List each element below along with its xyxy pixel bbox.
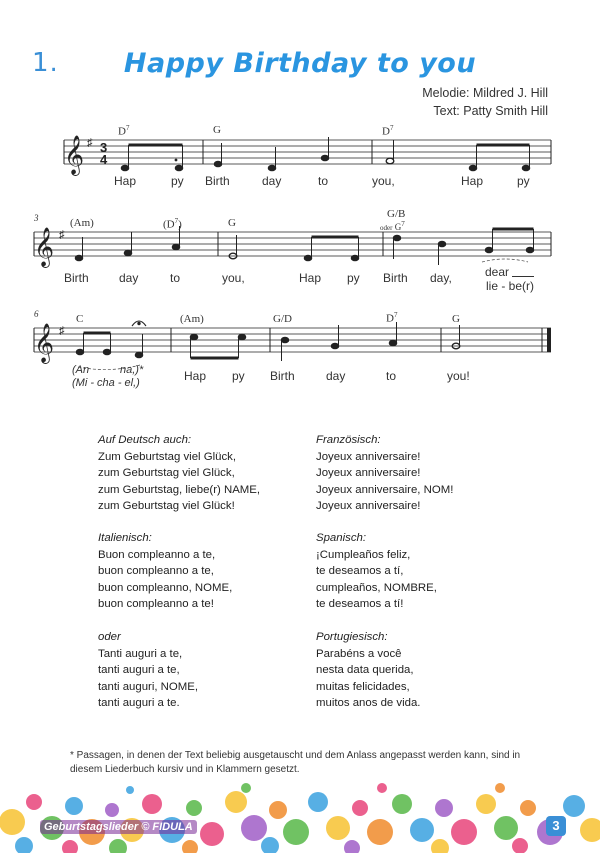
treble-clef-1: 𝄞 xyxy=(64,136,85,174)
translation-line: Joyeux anniversaire! xyxy=(316,467,421,479)
translation-line: tanti auguri a te. xyxy=(98,697,180,709)
bar-lines xyxy=(34,140,551,352)
translation-german xyxy=(98,432,260,515)
lyric-syllable: Birth xyxy=(270,369,295,383)
lyric-alt: na,)* xyxy=(120,364,144,376)
chord: $(D^7)$ xyxy=(163,217,182,231)
lyric-syllable: Birth xyxy=(383,271,408,285)
translation-line: zum Geburtstag, liebe(r) NAME, xyxy=(98,483,261,496)
translation-line: buon compleanno a te! xyxy=(98,598,214,610)
translation-line: Joyeux anniversaire! xyxy=(316,500,421,512)
translation-line: Joyeux anniversaire, NOM! xyxy=(316,483,454,496)
translation-line: te deseamos a tí, xyxy=(316,565,404,577)
lyric-syllable: day, xyxy=(430,271,452,285)
staff-lines-2 xyxy=(34,232,551,256)
translation-line: te deseamos a tí! xyxy=(316,598,404,610)
chord: C xyxy=(76,313,84,325)
lyric-syllable: py xyxy=(171,174,184,188)
chord: G/B xyxy=(387,208,406,220)
translation-line: Zum Geburtstag viel Glück, xyxy=(98,450,237,463)
time-signature-bottom: 4 xyxy=(100,152,108,167)
translation-heading: Spanisch: xyxy=(316,532,367,544)
page-number: 3 xyxy=(546,816,566,836)
key-signature-1: ♯ xyxy=(87,137,93,149)
translation-heading: Italienisch: xyxy=(98,532,152,544)
translation-line: muitos anos de vida. xyxy=(316,697,421,709)
lyric-syllable: py xyxy=(347,271,360,285)
translation-line: cumpleaños, NOMBRE, xyxy=(316,581,437,594)
notes-system-3 xyxy=(76,321,460,361)
melody-credit: Melodie: Mildred J. Hill xyxy=(422,86,548,100)
lyric-syllable: Hap xyxy=(184,369,207,383)
chord: $D^7$ xyxy=(386,311,398,325)
translation-portuguese xyxy=(316,629,420,712)
lyric-syllable: Birth xyxy=(205,174,230,188)
sheet-music xyxy=(0,0,600,400)
key-signature-3: ♯ xyxy=(59,325,65,337)
chord: (Am) xyxy=(180,313,204,325)
lyric-syllable: you, xyxy=(222,271,245,285)
chord: G xyxy=(213,124,221,136)
translation-italian-alt xyxy=(98,629,198,712)
measure-number: 6 xyxy=(34,309,39,319)
lyric-syllable: Hap xyxy=(114,174,137,188)
measure-number: 3 xyxy=(34,213,39,223)
lyric-syllable: day xyxy=(119,271,139,285)
translation-italian xyxy=(98,530,232,613)
translation-line: Parabéns a você xyxy=(316,647,402,660)
chord: G/D xyxy=(273,313,292,325)
translation-line: zum Geburtstag viel Glück! xyxy=(98,500,235,512)
name-slur-2 xyxy=(482,259,528,262)
lyric-syllable: you! xyxy=(447,369,470,383)
translation-heading: Französisch: xyxy=(316,434,381,446)
translation-line: tanti auguri, NOME, xyxy=(98,680,199,693)
chord: (Am) xyxy=(70,217,94,229)
lyric-syllable: py xyxy=(517,174,530,188)
lyric-syllable: Birth xyxy=(64,271,89,285)
lyric-alt: (An xyxy=(72,364,90,376)
chord: $D^7$ xyxy=(382,124,394,138)
translation-line: tanti auguri a te, xyxy=(98,664,180,676)
notes-system-1 xyxy=(121,137,530,171)
lyric-syllable: day xyxy=(326,369,346,383)
time-signature-top: 3 xyxy=(100,140,108,155)
lyric-syllable: to xyxy=(318,174,329,188)
lyric-syllable: you, xyxy=(372,174,395,188)
translation-line: muitas felicidades, xyxy=(316,680,410,693)
text-credit: Text: Patty Smith Hill xyxy=(433,104,548,118)
translation-heading: Auf Deutsch auch: xyxy=(98,434,192,446)
final-barline xyxy=(547,328,551,352)
staff-lines-3 xyxy=(34,328,551,352)
chord: G xyxy=(452,313,460,325)
translation-heading: Portugiesisch: xyxy=(316,631,388,643)
translation-line: zum Geburtstag viel Glück, xyxy=(98,467,235,479)
translation-line: Tanti auguri a te, xyxy=(98,647,183,660)
book-title: Geburtstagslieder © FIDULA xyxy=(40,820,197,834)
lyric-syllable: py xyxy=(232,369,245,383)
translation-heading: oder xyxy=(98,631,121,643)
chord: oder $G^7$ xyxy=(380,220,405,232)
song-title: Happy Birthday to you xyxy=(123,48,477,79)
translation-line: nesta data querida, xyxy=(316,664,414,676)
translation-line: Joyeux anniversaire! xyxy=(316,450,421,463)
translation-line: buon compleanno, NOME, xyxy=(98,581,233,594)
treble-clef-2: 𝄞 xyxy=(34,228,55,266)
translation-french xyxy=(316,432,453,515)
lyric-syllable: dear xyxy=(485,265,510,279)
lyric-syllable: to xyxy=(170,271,181,285)
chord: G xyxy=(228,217,236,229)
lyric-syllable: lie - be(r) xyxy=(486,279,535,293)
treble-clef-3: 𝄞 xyxy=(34,324,55,362)
translation-line: buon compleanno a te, xyxy=(98,565,214,577)
song-number: 1. xyxy=(32,48,59,78)
lyric-alt: (Mi - cha - el,) xyxy=(72,377,140,389)
extender-line xyxy=(512,276,534,277)
footnote: * Passagen, in denen der Text beliebig ausgetauscht und dem Anlass angepasst werden kann, sind in diesem Liederbuch kursiv und in Klammern gesetzt. xyxy=(70,750,521,775)
translation-spanish xyxy=(316,530,437,613)
key-signature-2: ♯ xyxy=(59,229,65,241)
chord: $D^7$ xyxy=(118,124,130,138)
lyric-syllable: Hap xyxy=(299,271,322,285)
translation-line: Buon compleanno a te, xyxy=(98,548,216,561)
lyric-syllable: day xyxy=(262,174,282,188)
confetti-decoration xyxy=(0,780,600,853)
lyric-syllable: Hap xyxy=(461,174,484,188)
lyric-syllable: to xyxy=(386,369,397,383)
translation-line: ¡Cumpleaños feliz, xyxy=(316,548,411,561)
